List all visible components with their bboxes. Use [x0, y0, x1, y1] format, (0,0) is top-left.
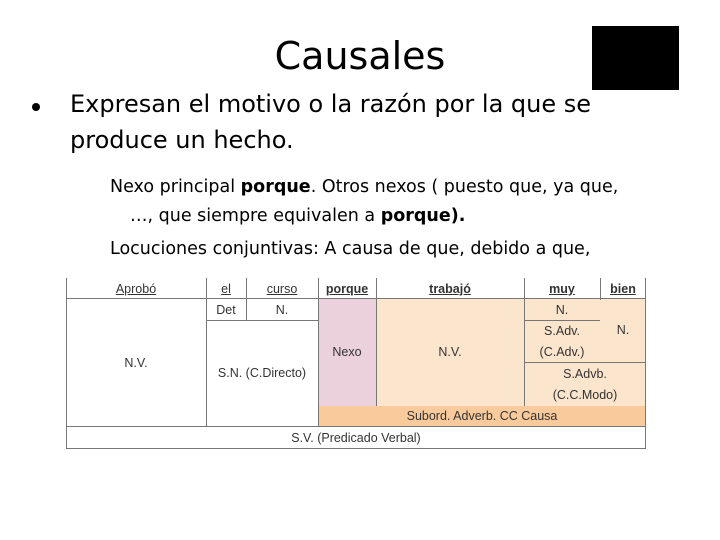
sv-label: S.V. (Predicado Verbal): [291, 431, 421, 445]
s-adv-label: S.Adv.: [544, 324, 580, 338]
col-line: [66, 278, 67, 449]
row-line: [66, 448, 646, 449]
word-el: el: [221, 282, 231, 296]
sub-line-2: [130, 203, 465, 229]
sub-line-1-text-a: Nexo principal: [110, 177, 241, 197]
nexo-label: Nexo: [332, 345, 362, 359]
sub-line-1-keyword: porque: [240, 177, 311, 197]
row-line: [524, 362, 646, 363]
n-curso-label: N.: [275, 303, 289, 317]
word-trabajo: trabajó: [429, 282, 471, 296]
bullet-icon: [32, 103, 40, 111]
word-aprobo: Aprobó: [115, 282, 157, 296]
word-muy: muy: [549, 282, 575, 296]
subord-cell: [318, 406, 646, 426]
subord-label: Subord. Adverb. CC Causa: [406, 409, 558, 423]
sub-line-2-keyword: porque).: [380, 206, 466, 226]
word-porque: porque: [325, 282, 369, 296]
table-bottom-fade: [66, 454, 646, 468]
slide-title: Causales: [274, 34, 446, 78]
sub-line-2-text-a: …, que siempre equivalen a: [130, 206, 381, 226]
syntax-analysis-table: [66, 278, 646, 460]
col-line: [206, 278, 207, 426]
n-bien-label: N.: [616, 323, 630, 337]
sub-line-1: [110, 174, 618, 200]
black-rectangle: [592, 26, 679, 90]
n-muy-label: N.: [555, 303, 569, 317]
word-curso: curso: [266, 282, 298, 296]
sub-line-1-text-c: . Otros nexos ( puesto que, ya que,: [310, 177, 619, 197]
col-line: [318, 278, 319, 426]
col-line: [246, 278, 247, 320]
col-line: [376, 278, 377, 406]
col-line: [524, 278, 525, 406]
nv-sub-cell: [376, 298, 524, 406]
cc-modo-label: (C.C.Modo): [552, 388, 618, 402]
word-bien: bien: [610, 282, 636, 296]
row-line: [206, 320, 318, 321]
s-advb-label: S.Advb.: [563, 367, 607, 381]
row-line: [66, 298, 646, 299]
col-line: [645, 278, 646, 449]
c-adv-label: (C.Adv.): [539, 345, 585, 359]
nv-sub-label: N.V.: [438, 345, 462, 359]
row-line: [66, 426, 646, 427]
row-line: [524, 320, 600, 321]
bullet-text: Expresan el motivo o la razón por la que se produce un hecho.: [70, 90, 592, 154]
nv-main-label: N.V.: [124, 356, 148, 370]
sub-line-3: Locuciones conjuntivas: A causa de que, debido a que,: [110, 239, 591, 259]
det-label: Det: [216, 303, 236, 317]
col-line: [600, 278, 601, 300]
sn-label: S.N. (C.Directo): [217, 366, 307, 380]
nexo-cell: [318, 298, 376, 406]
